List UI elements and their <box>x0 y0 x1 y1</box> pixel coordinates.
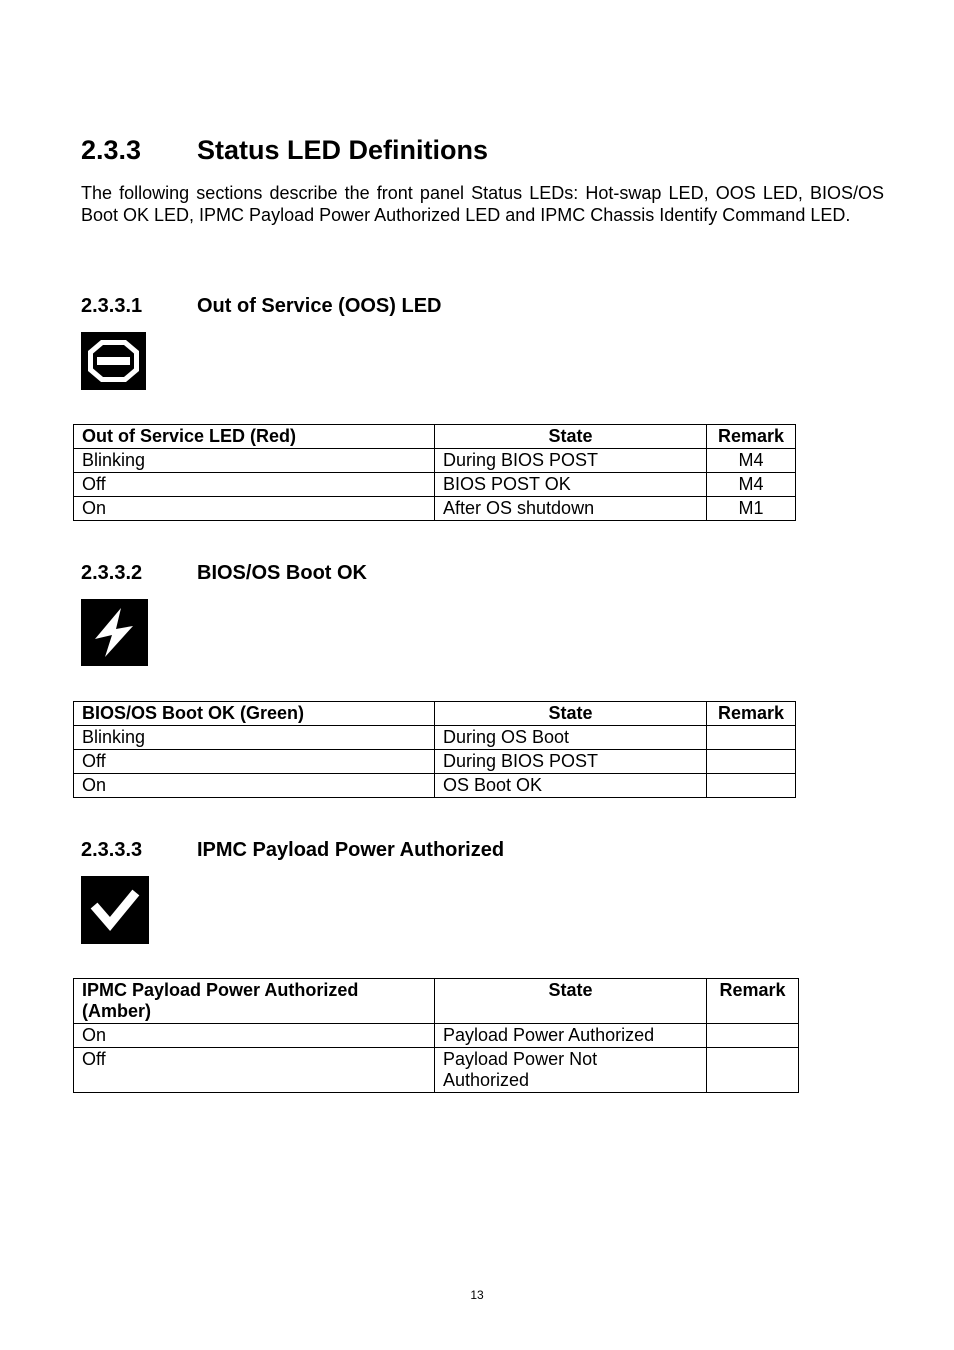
remark-cell <box>707 774 796 798</box>
state-cell: During OS Boot <box>435 726 707 750</box>
header-remark: Remark <box>707 979 799 1024</box>
lightning-bolt-icon <box>81 599 148 666</box>
subsection-title: Out of Service (OOS) LED <box>197 295 442 317</box>
subsection-heading-oos <box>81 294 441 318</box>
table-row <box>74 1024 799 1048</box>
header-led: IPMC Payload Power Authorized (Amber) <box>74 979 435 1024</box>
remark-cell <box>707 750 796 774</box>
header-remark: Remark <box>707 702 796 726</box>
table-header-row <box>74 702 796 726</box>
led-cell: Off <box>74 1048 435 1093</box>
oos-led-table <box>73 424 796 521</box>
led-cell: On <box>74 774 435 798</box>
remark-cell: M4 <box>707 449 796 473</box>
header-led: Out of Service LED (Red) <box>74 425 435 449</box>
section-title: Status LED Definitions <box>197 135 489 165</box>
section-number: 2.3.3 <box>81 135 142 165</box>
table-header-row <box>74 425 796 449</box>
subsection-title: BIOS/OS Boot OK <box>197 562 367 584</box>
header-state: State <box>435 979 707 1024</box>
table-row <box>74 1048 799 1093</box>
led-cell: Blinking <box>74 449 435 473</box>
state-cell: OS Boot OK <box>435 774 707 798</box>
subsection-heading-payload-power <box>81 838 504 862</box>
subsection-number: 2.3.3.1 <box>81 295 143 317</box>
led-cell: Off <box>74 473 435 497</box>
remark-cell <box>707 1048 799 1093</box>
table-row <box>74 750 796 774</box>
payload-power-table <box>73 978 799 1093</box>
header-remark: Remark <box>707 425 796 449</box>
state-cell: After OS shutdown <box>435 497 707 521</box>
table-row <box>74 473 796 497</box>
subsection-number: 2.3.3.2 <box>81 562 143 584</box>
subsection-heading-boot-ok <box>81 561 367 585</box>
led-cell: Off <box>74 750 435 774</box>
led-cell: Blinking <box>74 726 435 750</box>
state-cell: During BIOS POST <box>435 449 707 473</box>
state-cell: Payload Power Authorized <box>435 1024 707 1048</box>
table-row <box>74 774 796 798</box>
remark-cell <box>707 1024 799 1048</box>
led-cell: On <box>74 497 435 521</box>
section-heading <box>81 134 488 166</box>
remark-cell: M1 <box>707 497 796 521</box>
remark-cell <box>707 726 796 750</box>
state-cell: During BIOS POST <box>435 750 707 774</box>
led-cell: On <box>74 1024 435 1048</box>
state-cell: BIOS POST OK <box>435 473 707 497</box>
header-led: BIOS/OS Boot OK (Green) <box>74 702 435 726</box>
state-cell: Payload Power Not Authorized <box>435 1048 707 1093</box>
subsection-title: IPMC Payload Power Authorized <box>197 839 505 861</box>
header-state: State <box>435 702 707 726</box>
table-row <box>74 726 796 750</box>
boot-ok-table <box>73 701 796 798</box>
table-row <box>74 497 796 521</box>
header-state: State <box>435 425 707 449</box>
no-entry-icon <box>81 332 146 390</box>
table-header-row <box>74 979 799 1024</box>
table-row <box>74 449 796 473</box>
remark-cell: M4 <box>707 473 796 497</box>
page-number: 13 <box>470 1288 484 1302</box>
subsection-number: 2.3.3.3 <box>81 839 143 861</box>
section-intro: The following sections describe the front panel Status LEDs: Hot-swap LED, OOS LED, BIOS/OS Boot OK LED, IPMC Payload Power Authorized LED and IPMC Chassis Identify Command LED. <box>81 183 884 225</box>
checkmark-icon <box>81 876 149 944</box>
